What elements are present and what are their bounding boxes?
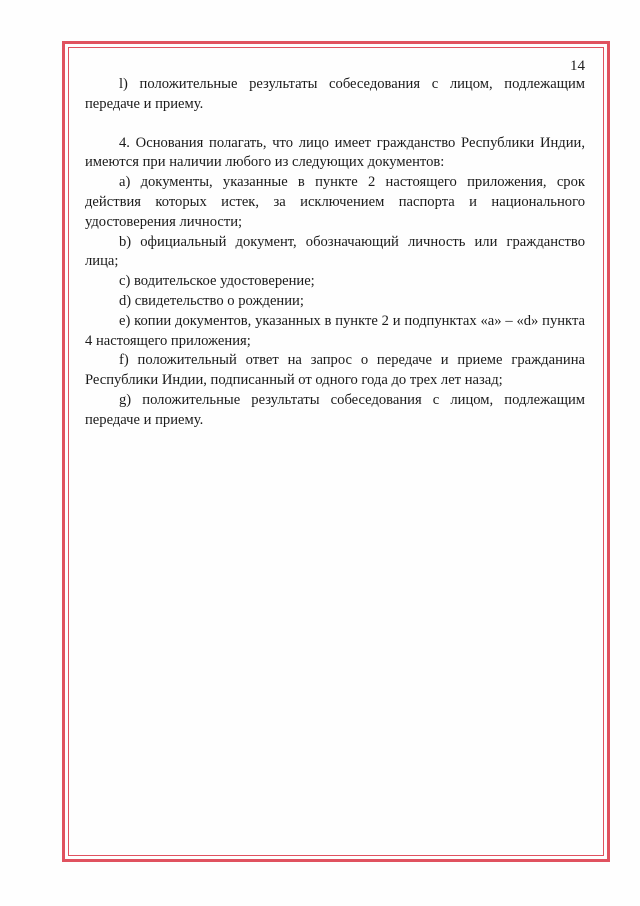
paragraph-item-f: f) положительный ответ на запрос о передаче и приеме гражданина Республики Индии, подписанный от одного года до трех лет назад;	[85, 352, 585, 389]
document-body	[85, 75, 585, 431]
paragraph-item-b: b) официальный документ, обозначающий личность или гражданство лица;	[85, 233, 585, 270]
paragraph-item-d: d) свидетельство о рождении;	[119, 292, 304, 309]
paragraph-spacer	[85, 115, 585, 134]
paragraph-item-c: c) водительское удостоверение;	[119, 273, 315, 290]
paragraph-item-g: g) положительные результаты собеседования с лицом, подлежащим передаче и приему.	[85, 391, 585, 428]
paragraph-section-4: 4. Основания полагать, что лицо имеет гражданство Республики Индии, имеются при наличии любого из следующих документов:	[85, 134, 585, 171]
paragraph-item-e: e) копии документов, указанных в пункте 2 и подпунктах «a» – «d» пункта 4 настоящего приложения;	[85, 312, 585, 349]
page-number: 14	[570, 58, 585, 74]
paragraph-item-l: l) положительные результаты собеседования с лицом, подлежащим передаче и приему.	[85, 76, 585, 112]
paragraph-item-a: a) документы, указанные в пункте 2 настоящего приложения, срок действия которых истек, за исключением паспорта и национального удостоверения личности;	[85, 174, 585, 230]
